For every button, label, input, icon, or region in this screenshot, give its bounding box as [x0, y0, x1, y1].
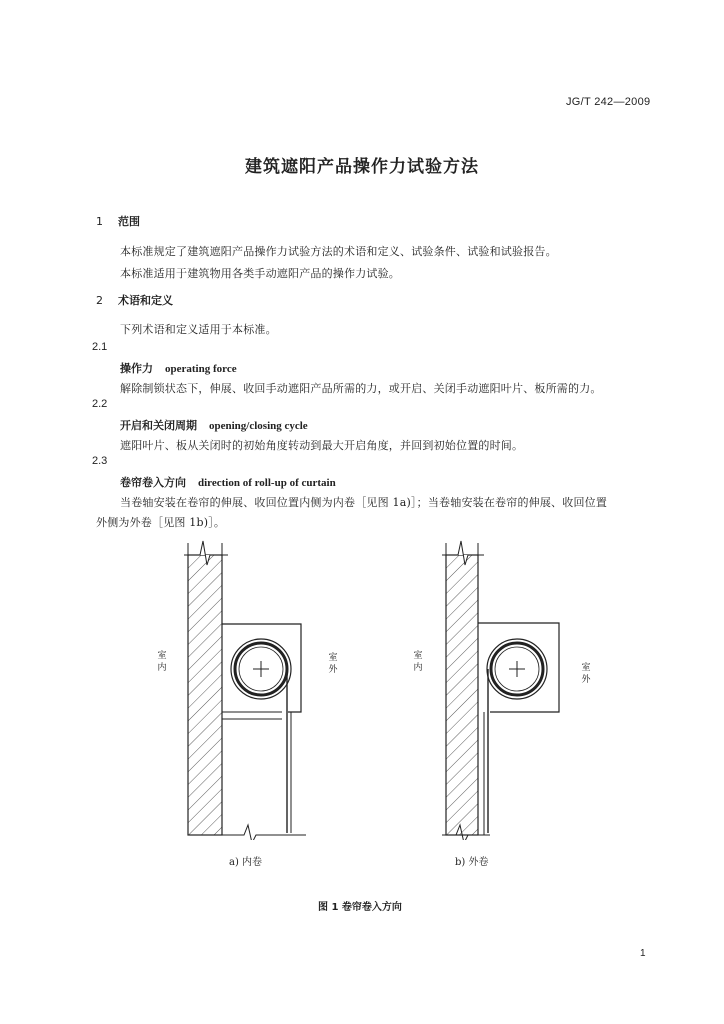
section-2-intro: 下列术语和定义适用于本标准。: [120, 323, 277, 336]
wall-break-mark-bottom: [222, 825, 306, 840]
section-2-number: 2: [96, 294, 103, 307]
section-1-title: 范围: [118, 215, 140, 228]
standard-code: JG/T 242—2009: [566, 96, 651, 108]
figure-1-caption: 图 1 卷帘卷入方向: [318, 902, 402, 913]
clause-2-3-number: 2.3: [92, 455, 108, 467]
roller-drum: [487, 639, 547, 699]
figure-1a-diagram: [170, 535, 340, 840]
section-1-number: 1: [96, 215, 103, 228]
curtain-fabric: [287, 669, 291, 833]
clause-2-3-definition-line-2: 外侧为外卷［见图 1b)］。: [96, 516, 226, 529]
clause-2-2-term-zh: 开启和关闭周期: [120, 419, 197, 432]
clause-2-3-term-zh: 卷帘卷入方向: [120, 476, 186, 489]
figure-1b-indoor-label: 室内: [413, 651, 423, 673]
wall-section: [188, 555, 222, 835]
section-1-heading: [96, 213, 140, 229]
section-2-title: 术语和定义: [118, 294, 173, 307]
document-title: 建筑遮阳产品操作力试验方法: [245, 157, 479, 177]
wall-section: [446, 555, 478, 835]
clause-2-1-definition: 解除制锁状态下，伸展、收回手动遮阳产品所需的力，或开启、关闭手动遮阳叶片、板所需的力。: [120, 382, 602, 395]
clause-2-2-term: [120, 417, 308, 433]
roller-drum: [231, 639, 291, 699]
figure-1b-diagram: [428, 535, 598, 840]
clause-2-3-term-en: direction of roll-up of curtain: [198, 477, 336, 489]
figure-1a-indoor-label: 室内: [157, 651, 167, 673]
clause-2-3-term: [120, 474, 336, 490]
section-2-heading: [96, 292, 173, 308]
clause-2-3-definition-line-1: 当卷轴安装在卷帘的伸展、收回位置内侧为内卷［见图 1a)］；当卷轴安装在卷帘的伸展、收回位置: [120, 496, 608, 509]
page-number: 1: [640, 948, 646, 959]
clause-2-1-term-en: operating force: [165, 363, 237, 375]
section-1-paragraph-1: 本标准规定了建筑遮阳产品操作力试验方法的术语和定义、试验条件、试验和试验报告。: [120, 245, 557, 258]
clause-2-2-number: 2.2: [92, 398, 108, 410]
figure-1a-outdoor-label: 室外: [328, 653, 338, 675]
figure-1b-outdoor-label: 室外: [581, 663, 591, 685]
section-1-paragraph-2: 本标准适用于建筑物用各类手动遮阳产品的操作力试验。: [120, 267, 400, 280]
clause-2-1-term: [120, 360, 237, 376]
figure-1b-caption: b) 外卷: [455, 857, 489, 868]
clause-2-2-term-en: opening/closing cycle: [209, 420, 308, 432]
clause-2-1-number: 2.1: [92, 341, 108, 353]
clause-2-1-term-zh: 操作力: [120, 362, 153, 375]
clause-2-2-definition: 遮阳叶片、板从关闭时的初始角度转动到最大开启角度，并回到初始位置的时间。: [120, 439, 524, 452]
figure-1a-caption: a) 内卷: [229, 857, 263, 868]
